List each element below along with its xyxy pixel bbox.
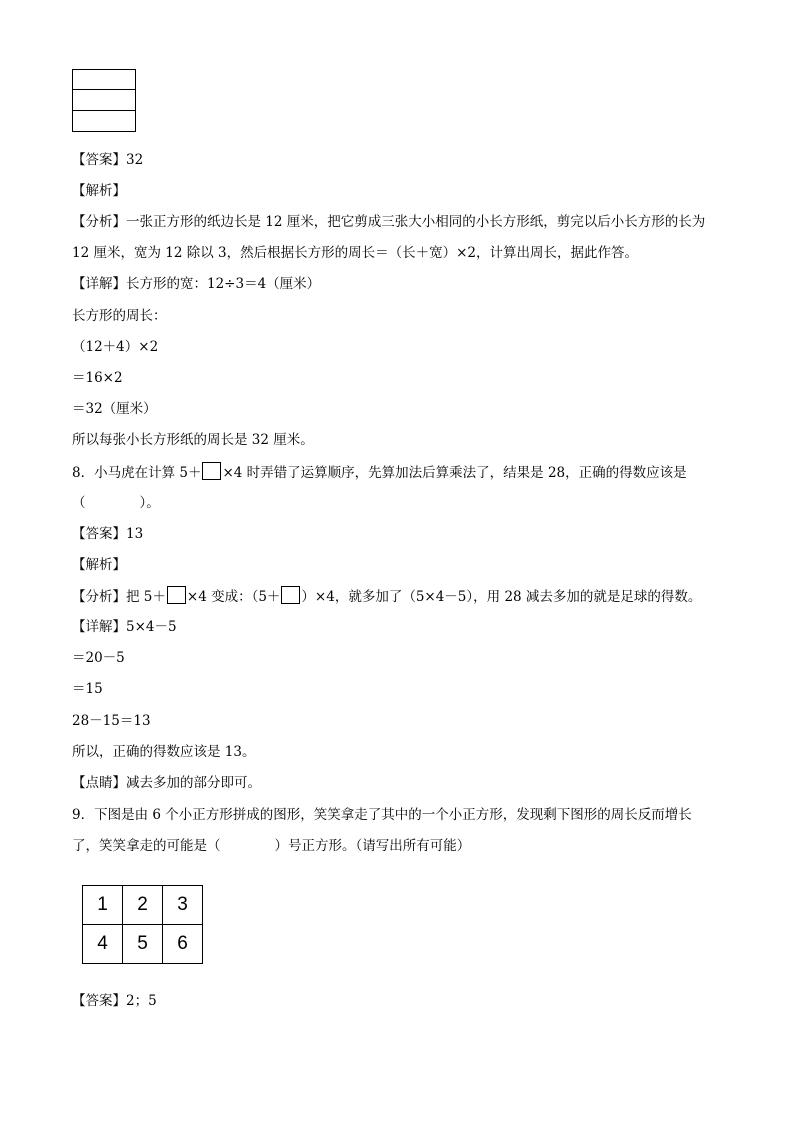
q8-answer-line: 【答案】13 bbox=[72, 526, 144, 542]
q8-analysis-tag: 【解析】 bbox=[72, 557, 126, 573]
grid-cell: 3 bbox=[163, 886, 203, 925]
grid-row bbox=[83, 925, 203, 964]
blank-box bbox=[202, 462, 221, 480]
grid-cell: 4 bbox=[83, 925, 123, 964]
rectangle bbox=[72, 111, 136, 132]
q7-answer-line bbox=[72, 150, 143, 170]
q7-xiangjie-line: 【详解】长方形的宽：12÷3＝4（厘米） bbox=[72, 276, 321, 292]
answer-value: 32 bbox=[126, 152, 144, 168]
answer-value: 2；5 bbox=[126, 993, 157, 1009]
q8-stem-line-1: 8．小马虎在计算 5＋ ×4 时弄错了运算顺序，先算加法后算乘法了，结果是 28，正确的得数应该是 bbox=[72, 462, 687, 483]
q7-step: 长方形的周长： bbox=[72, 308, 167, 324]
blank-box bbox=[167, 586, 186, 604]
q8-step: ＝20－5 bbox=[72, 650, 125, 666]
q8-stem-line-2: （ ）。 bbox=[72, 495, 160, 511]
blank-box bbox=[281, 586, 300, 604]
q9-stem-line-1: 9．下图是由 6 个小正方形拼成的图形，笑笑拿走了其中的一个小正方形，发现剩下图形的周长反而增长 bbox=[72, 807, 692, 823]
three-rectangles-figure bbox=[72, 69, 136, 132]
q9-answer-line: 【答案】2；5 bbox=[72, 993, 157, 1009]
q8-fenxi-line: 【分析】把 5＋ ×4 变成：（5＋ ）×4，就多加了（5×4－5），用 28 减去多加的就是足球的得数。 bbox=[72, 586, 701, 607]
six-squares-figure bbox=[82, 885, 203, 964]
q7-fenxi-line-1: 【分析】一张正方形的纸边长是 12 厘米，把它剪成三张大小相同的小长方形纸，剪完以后小长方形的长为 bbox=[72, 214, 706, 230]
rectangle bbox=[72, 69, 136, 90]
answer-value: 13 bbox=[126, 526, 144, 542]
q7-step: ＝32（厘米） bbox=[72, 401, 157, 417]
rectangle bbox=[72, 90, 136, 111]
grid-cell: 2 bbox=[123, 886, 163, 925]
q7-conclusion: 所以每张小长方形纸的周长是 32 厘米。 bbox=[72, 432, 314, 448]
answer-tag: 【答案】 bbox=[72, 152, 126, 168]
q8-step: ＝15 bbox=[72, 681, 103, 697]
grid-cell: 1 bbox=[83, 886, 123, 925]
q8-dianjing-line: 【点睛】减去多加的部分即可。 bbox=[72, 775, 261, 791]
q7-fenxi-line-2: 12 厘米，宽为 12 除以 3，然后根据长方形的周长＝（长＋宽）×2，计算出周长，据此作答。 bbox=[72, 245, 639, 261]
q7-step: ＝16×2 bbox=[72, 370, 123, 386]
q7-step: （12＋4）×2 bbox=[72, 339, 159, 355]
q9-stem-line-2: 了，笑笑拿走的可能是（ ）号正方形。（请写出所有可能） bbox=[72, 838, 471, 854]
q7-analysis-tag: 【解析】 bbox=[72, 183, 126, 199]
grid-cell: 6 bbox=[163, 925, 203, 964]
q8-xiangjie-line: 【详解】5×4－5 bbox=[72, 619, 177, 635]
grid-cell: 5 bbox=[123, 925, 163, 964]
grid-row bbox=[83, 886, 203, 925]
q8-conclusion: 所以，正确的得数应该是 13。 bbox=[72, 744, 256, 760]
q8-step: 28－15＝13 bbox=[72, 713, 151, 729]
